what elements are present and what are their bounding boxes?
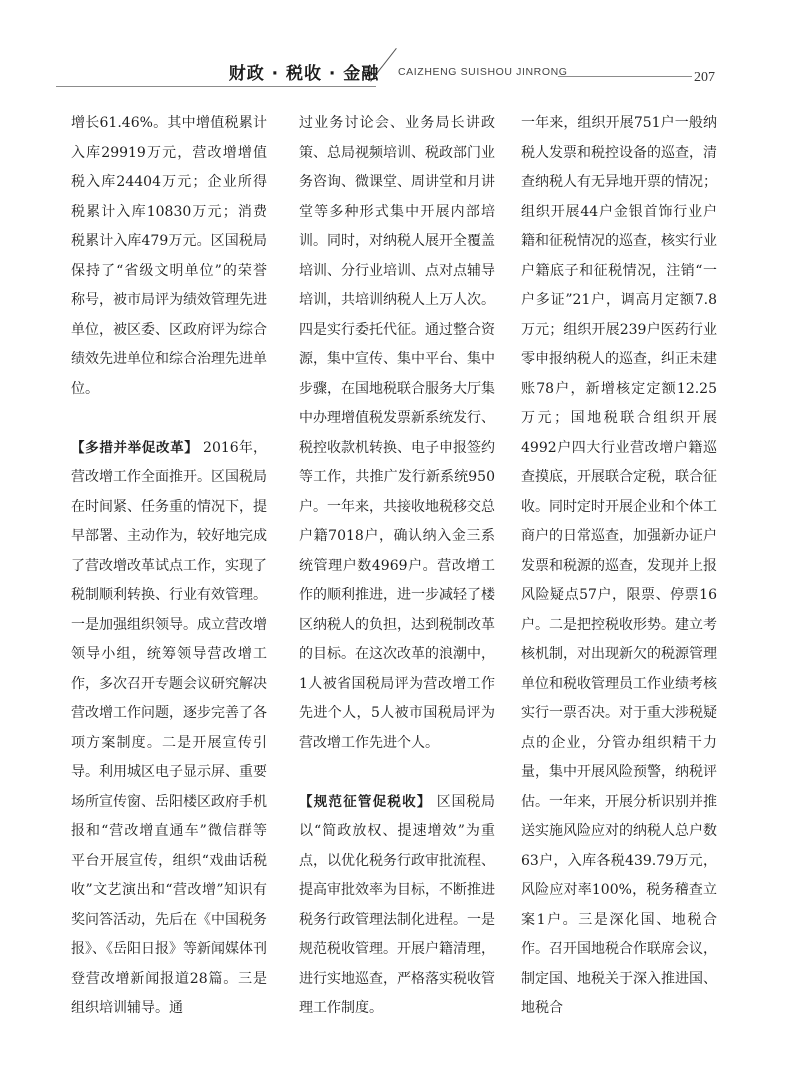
- section-heading: 【多措并举促改革】: [71, 439, 199, 456]
- paragraph: 增长61.46%。其中增值税累计入库29919万元，营改增增值税入库24404万元；企业所得税累计入库10830万元；消费税累计入库479万元。区国税局保持了“省级文明单位”的荣誉称号，被市局评为绩效管理先进单位，被区委、区政府评为综合绩效先进单位和综合治理先进单位。: [71, 115, 267, 397]
- section-heading: 【规范征管促税收】: [299, 793, 432, 810]
- paragraph: 过业务讨论会、业务局长讲政策、总局视频培训、税政部门业务咨询、微课堂、周讲堂和月讲堂等多种形式集中开展内部培训。同时，对纳税人展开全覆盖培训、分行业培训、点对点辅导培训，共培训纳税人上万人次。四是实行委托代征。通过整合资源，集中宣传、集中平台、集中步骤，在国地税联合服务大厅集中办理增值税发票新系统发行、税控收款机转换、电子申报签约等工作，共推广发行新系统950户。一年来，共接收地税移交总户籍7018户，确认纳入金三系统管理户数4969户。营改增工作的顺利推进，进一步减轻了楼区纳税人的负担，达到税制改革的目标。在这次改革的浪潮中，1人被省国税局评为营改增工作先进个人，5人被市国税局评为营改增工作先进个人。: [299, 115, 495, 751]
- page-number: 207: [694, 70, 715, 85]
- text-column-1: [71, 109, 267, 1024]
- section-subtitle: CAIZHENG SUISHOU JINRONG: [398, 66, 568, 78]
- paragraph-text: 区国税局以“简政放权、提速增效”为重点，以优化税务行政审批流程、提高审批效率为目标，不断推进税务行政管理法制化进程。一是规范税收管理。开展户籍清理，进行实地巡查，严格落实税收管理工作制度。: [299, 793, 495, 1016]
- header-rule-right: [558, 76, 692, 77]
- paragraph: [299, 788, 495, 1024]
- paragraph: 一年来，组织开展751户一般纳税人发票和税控设备的巡查，清查纳税人有无异地开票的情况；组织开展44户金银首饰行业户籍和征税情况的巡查，核实行业户籍底子和征税情况，注销“一户多证”21户，调高月定额7.8万元；组织开展239户医药行业零申报纳税人的巡查，纠正未建账78户，新增核定定额12.25万元；国地税联合组织开展4992户四大行业营改增户籍巡查摸底，开展联合定税，联合征收。同时定时开展企业和个体工商户的日常巡查，加强新办证户发票和税源的巡查，发现并上报风险疑点57户，限票、停票16户。二是把控税收形势。建立考核机制，对出现新欠的税源管理单位和税收管理员工作业绩考核实行一票否决。对于重大涉税疑点的企业，分管办组织精干力量，集中开展风险预警，纳税评估。一年来，开展分析识别并推送实施风险应对的纳税人总户数63户，入库各税439.79万元，风险应对率100%，税务稽查立案1户。三是深化国、地税合作。召开国地税合作联席会议，制定国、地税关于深入推进国、地税合: [521, 115, 717, 1016]
- text-column-3: [521, 109, 717, 1024]
- header-rule-left: [56, 86, 376, 87]
- text-column-2: [299, 109, 495, 1024]
- section-title: 财政 · 税收 · 金融: [228, 64, 380, 84]
- page-header: [0, 0, 793, 100]
- paragraph-text: 2016年，营改增工作全面推开。区国税局在时间紧、任务重的情况下，提早部署、主动作为，较好地完成了营改增改革试点工作，实现了税制顺利转换、行业有效管理。一是加强组织领导。成立营改增领导小组，统筹领导营改增工作，多次召开专题会议研究解决营改增工作问题，逐步完善了各项方案制度。二是开展宣传引导。利用城区电子显示屏、重要场所宣传窗、岳阳楼区政府手机报和“营改增直通车”微信群等平台开展宣传，组织“戏曲话税收”文艺演出和“营改增”知识有奖问答活动，先后在《中国税务报》、《岳阳日报》等新闻媒体刊登营改增新闻报道28篇。三是组织培训辅导。通: [71, 439, 267, 1016]
- paragraph: [71, 434, 267, 1024]
